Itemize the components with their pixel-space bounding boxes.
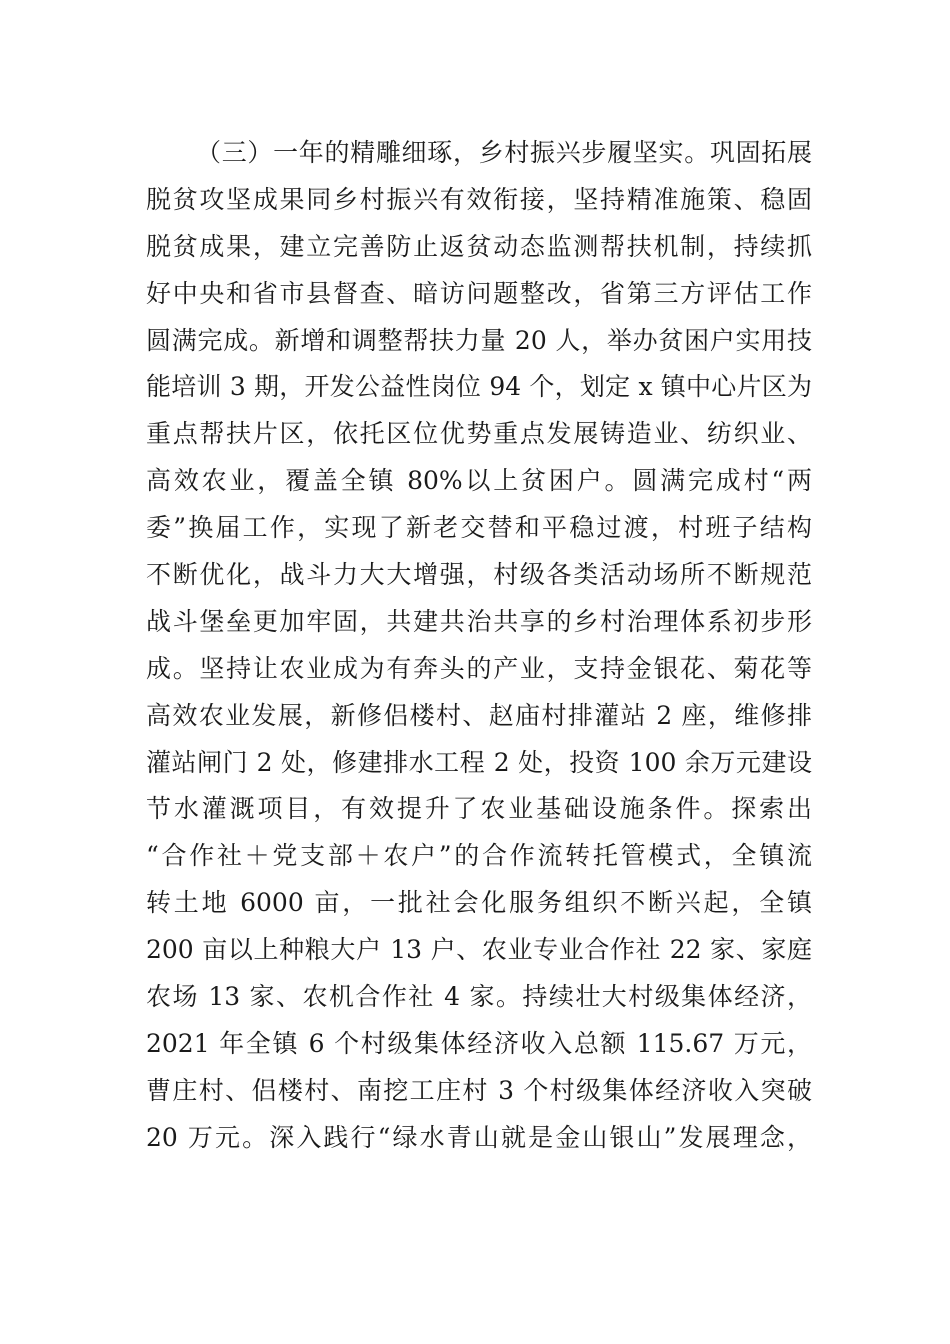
paragraph-line: 成。坚持让农业成为有奔头的产业，支持金银花、菊花等	[146, 653, 812, 683]
paragraph-line: 灌站闸门 2 处，修建排水工程 2 处，投资 100 余万元建设	[146, 747, 812, 777]
paragraph-line: 200 亩以上种粮大户 13 户、农业专业合作社 22 家、家庭	[146, 935, 812, 965]
paragraph-line: 农场 13 家、农机合作社 4 家。持续壮大村级集体经济，	[146, 982, 812, 1012]
paragraph-line: 20 万元。深入践行“绿水青山就是金山银山”发展理念，	[146, 1122, 812, 1152]
paragraph-line: 战斗堡垒更加牢固，共建共治共享的乡村治理体系初步形	[146, 606, 812, 636]
paragraph-line: “合作社＋党支部＋农户”的合作流转托管模式，全镇流	[146, 841, 812, 871]
paragraph-line: 重点帮扶片区，依托区位优势重点发展铸造业、纺织业、	[146, 419, 812, 449]
document-paragraph	[146, 130, 812, 1162]
paragraph-line: 好中央和省市县督查、暗访问题整改，省第三方评估工作	[146, 278, 812, 308]
paragraph-line: 高效农业发展，新修侣楼村、赵庙村排灌站 2 座，维修排	[146, 700, 812, 730]
paragraph-line: 高效农业，覆盖全镇 80%以上贫困户。圆满完成村“两	[146, 466, 812, 496]
paragraph-line: 圆满完成。新增和调整帮扶力量 20 人，举办贫困户实用技	[146, 325, 812, 355]
paragraph-line: 脱贫成果，建立完善防止返贫动态监测帮扶机制，持续抓	[146, 231, 812, 261]
paragraph-line: 脱贫攻坚成果同乡村振兴有效衔接，坚持精准施策、稳固	[146, 184, 812, 214]
paragraph-line: 节水灌溉项目，有效提升了农业基础设施条件。探索出	[146, 794, 812, 824]
paragraph-line: （三）一年的精雕细琢，乡村振兴步履坚实。巩固拓展	[196, 138, 812, 167]
paragraph-line: 转土地 6000 亩，一批社会化服务组织不断兴起，全镇	[146, 888, 812, 918]
paragraph-line: 委”换届工作，实现了新老交替和平稳过渡，村班子结构	[146, 513, 812, 543]
paragraph-line: 能培训 3 期，开发公益性岗位 94 个，划定 x 镇中心片区为	[146, 372, 812, 402]
paragraph-line: 不断优化，战斗力大大增强，村级各类活动场所不断规范	[146, 560, 812, 590]
paragraph-line: 2021 年全镇 6 个村级集体经济收入总额 115.67 万元，	[146, 1028, 812, 1058]
paragraph-line: 曹庄村、侣楼村、南挖工庄村 3 个村级集体经济收入突破	[146, 1075, 812, 1105]
